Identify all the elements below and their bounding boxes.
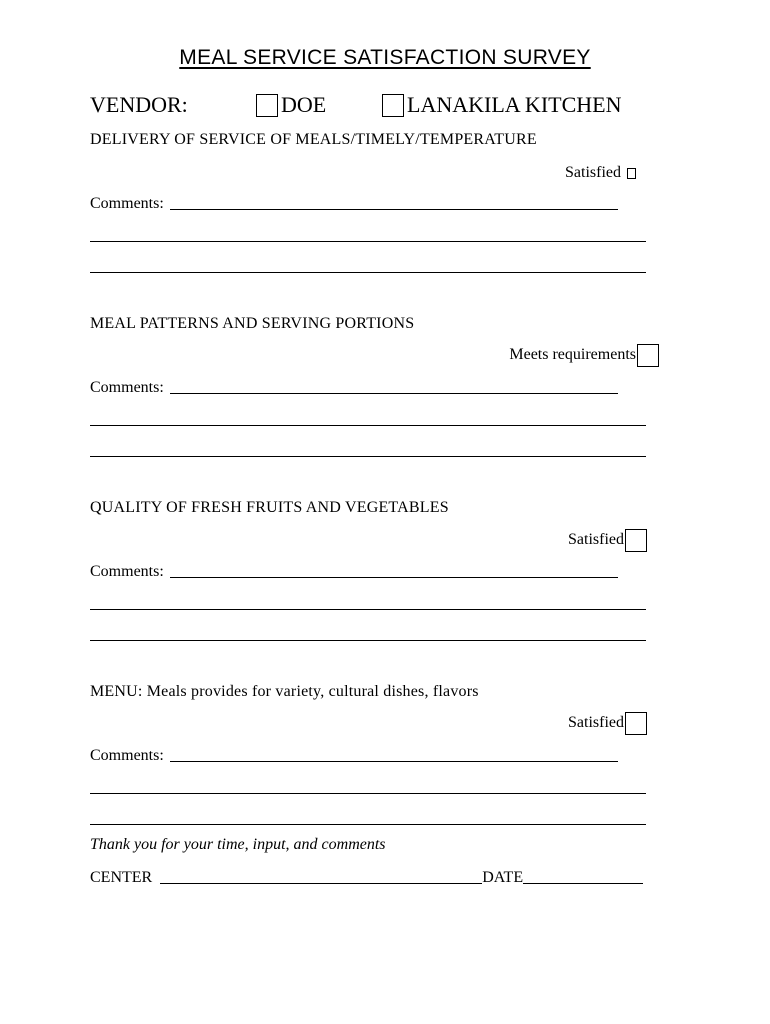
comments-line[interactable]	[90, 456, 646, 457]
footer-row	[90, 867, 643, 887]
vendor-label: VENDOR:	[90, 92, 188, 117]
vendor-row	[90, 92, 670, 122]
section-heading: MEAL PATTERNS AND SERVING PORTIONS	[90, 315, 415, 332]
rating-label: Meets requirements	[509, 346, 636, 363]
comments-input[interactable]	[170, 392, 618, 394]
survey-title: MEAL SERVICE SATISFACTION SURVEY	[179, 46, 591, 69]
vendor-lanakila-label: LANAKILA KITCHEN	[407, 92, 622, 117]
rating-row	[400, 342, 659, 368]
rating-label: Satisfied	[568, 531, 624, 548]
comments-line[interactable]	[90, 609, 646, 610]
comments-label: Comments:	[90, 563, 164, 580]
rating-checkbox[interactable]	[625, 712, 647, 735]
rating-row	[400, 527, 647, 553]
comments-line[interactable]	[90, 425, 646, 426]
comments-row	[90, 193, 618, 213]
rating-label: Satisfied	[568, 714, 624, 731]
thank-you-note: Thank you for your time, input, and comments	[90, 836, 386, 853]
rating-checkbox[interactable]	[625, 529, 647, 552]
rating-label: Satisfied	[565, 164, 621, 181]
comments-row	[90, 561, 618, 581]
rating-row	[400, 162, 636, 184]
rating-row	[400, 710, 647, 736]
comments-label: Comments:	[90, 747, 164, 764]
comments-line[interactable]	[90, 272, 646, 273]
vendor-option-doe[interactable]	[256, 92, 326, 118]
comments-input[interactable]	[170, 576, 618, 578]
section-heading: DELIVERY OF SERVICE OF MEALS/TIMELY/TEMPERATURE	[90, 131, 537, 148]
comments-input[interactable]	[170, 760, 618, 762]
rating-checkbox[interactable]	[627, 168, 636, 179]
vendor-lanakila-checkbox[interactable]	[382, 94, 404, 117]
comments-row	[90, 377, 618, 397]
center-label: CENTER	[90, 869, 153, 886]
comments-row	[90, 745, 618, 765]
section-heading: MENU: Meals provides for variety, cultural dishes, flavors	[90, 683, 479, 700]
center-input[interactable]	[160, 882, 482, 884]
comments-line[interactable]	[90, 793, 646, 794]
comments-line[interactable]	[90, 241, 646, 242]
section-heading: QUALITY OF FRESH FRUITS AND VEGETABLES	[90, 499, 449, 516]
comments-label: Comments:	[90, 195, 164, 212]
vendor-doe-checkbox[interactable]	[256, 94, 278, 117]
rating-checkbox[interactable]	[637, 344, 659, 367]
comments-line[interactable]	[90, 640, 646, 641]
comments-label: Comments:	[90, 379, 164, 396]
date-input[interactable]	[523, 882, 643, 884]
comments-input[interactable]	[170, 208, 618, 210]
vendor-option-lanakila[interactable]	[382, 92, 621, 118]
date-label: DATE	[482, 869, 524, 886]
vendor-doe-label: DOE	[281, 92, 327, 117]
comments-line[interactable]	[90, 824, 646, 825]
